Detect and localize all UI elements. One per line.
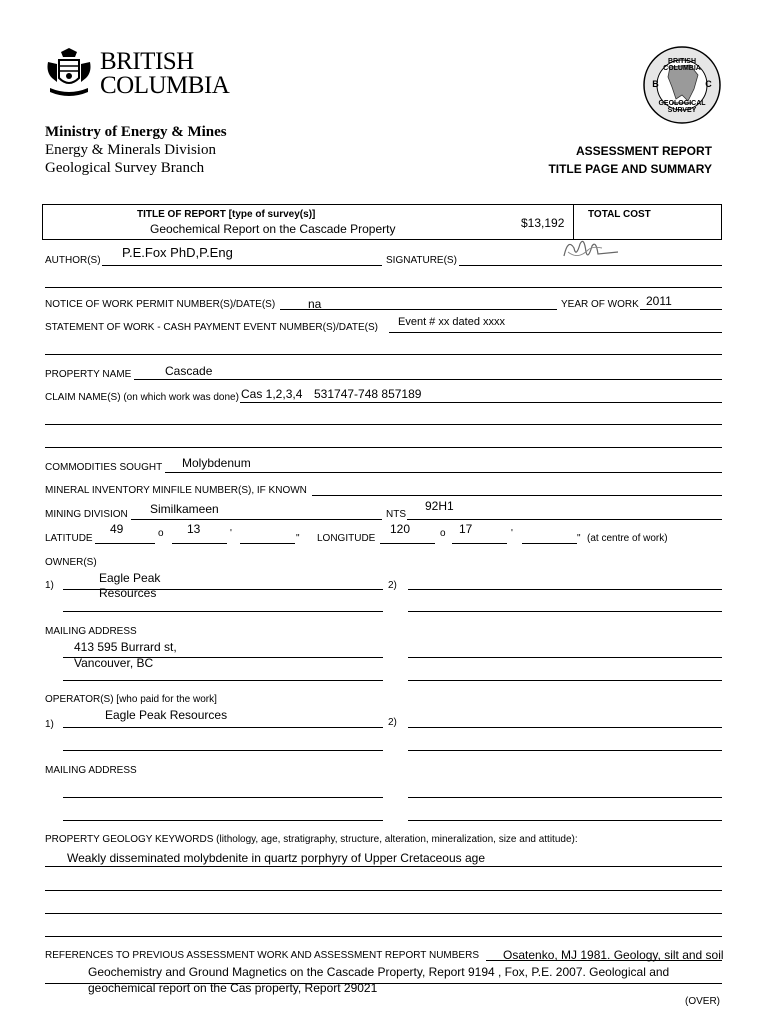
- author-line: [102, 265, 382, 266]
- operator-2-line: [408, 727, 722, 728]
- owner-2-number: 2): [388, 580, 397, 591]
- total-cost-label: TOTAL COST: [588, 209, 651, 220]
- blank-line: [45, 354, 722, 355]
- notice-of-work-line: [280, 309, 557, 310]
- operator-1-value[interactable]: Eagle Peak Resources: [105, 708, 228, 722]
- nts-label: NTS: [386, 509, 406, 520]
- operators-label: OPERATOR(S) [who paid for the work]: [45, 694, 217, 705]
- owner-mailing-address-label: MAILING ADDRESS: [45, 626, 137, 637]
- lon-sec-line: [522, 543, 577, 544]
- report-title-heading: ASSESSMENT REPORT: [575, 144, 712, 158]
- year-of-work-label: YEAR OF WORK: [561, 299, 639, 310]
- owner-mailing-address-line2[interactable]: Vancouver, BC: [74, 656, 154, 670]
- lat-deg-symbol: o: [158, 528, 164, 539]
- commodities-line: [165, 472, 722, 473]
- owner-mail-line-4: [408, 680, 722, 681]
- operator-mail-line: [63, 797, 383, 798]
- signature-image: [558, 234, 620, 264]
- owner-1-value-line2[interactable]: Resources: [99, 586, 157, 600]
- owner-mailing-address-line1[interactable]: 413 595 Burrard st,: [74, 640, 177, 654]
- references-value-line3[interactable]: geochemical report on the Cas property, Report 29021: [88, 981, 378, 995]
- lon-deg-line: [380, 543, 435, 544]
- claim-names-value[interactable]: Cas 1,2,3,4: [241, 387, 303, 401]
- operator-1-line: [63, 727, 383, 728]
- lon-min-line: [452, 543, 507, 544]
- seal-bottom-text: GEOLOGICAL SURVEY: [658, 100, 706, 114]
- lon-sec-symbol: ": [577, 533, 581, 544]
- title-of-report-label: TITLE OF REPORT [type of survey(s)]: [137, 209, 316, 220]
- owner-2-line-2: [408, 611, 722, 612]
- longitude-label: LONGITUDE: [317, 533, 376, 544]
- lon-min-value[interactable]: 17: [459, 522, 473, 536]
- owner-1-line-2: [63, 611, 383, 612]
- lon-deg-symbol: o: [440, 528, 446, 539]
- title-of-report-value[interactable]: Geochemical Report on the Cascade Property: [150, 222, 396, 236]
- latitude-label: LATITUDE: [45, 533, 93, 544]
- operator-2-line-2: [408, 750, 722, 751]
- mining-division-label: MINING DIVISION: [45, 509, 128, 520]
- keywords-line-2: [45, 890, 722, 891]
- references-value-line1[interactable]: Osatenko, MJ 1981. Geology, silt and soil: [503, 948, 724, 962]
- operator-1-number: 1): [45, 719, 54, 730]
- property-name-value[interactable]: Cascade: [165, 364, 213, 378]
- signature-label: SIGNATURE(S): [386, 255, 457, 266]
- year-of-work-line: [640, 309, 722, 310]
- claim-names-line: [240, 402, 722, 403]
- nts-line: [407, 519, 722, 520]
- author-value[interactable]: P.E.Fox PhD,P.Eng: [122, 245, 233, 260]
- statement-of-work-value[interactable]: Event # xx dated xxxx: [398, 316, 505, 328]
- operator-2-number: 2): [388, 717, 397, 728]
- seal-top-text: BRITISH COLUMBIA: [663, 58, 701, 72]
- operator-mail-line-2: [408, 797, 722, 798]
- property-name-line: [134, 379, 722, 380]
- report-subtitle-heading: TITLE PAGE AND SUMMARY: [548, 162, 712, 176]
- signature-line: [459, 265, 722, 266]
- lat-min-symbol: ': [230, 528, 232, 539]
- keywords-line-4: [45, 936, 722, 937]
- blank-line: [45, 424, 722, 425]
- owners-label: OWNER(S): [45, 557, 97, 568]
- division-name: Energy & Minerals Division: [45, 142, 216, 158]
- statement-of-work-label: STATEMENT OF WORK - CASH PAYMENT EVENT NUMBER(S)/DATE(S): [45, 322, 378, 333]
- operator-mail-line-3: [63, 820, 383, 821]
- owner-mail-line: [63, 657, 383, 658]
- operator-mailing-address-label: MAILING ADDRESS: [45, 765, 137, 776]
- lat-min-value[interactable]: 13: [187, 522, 201, 536]
- total-cost-value[interactable]: $13,192: [521, 216, 565, 230]
- blank-line: [45, 287, 722, 288]
- lat-deg-value[interactable]: 49: [110, 522, 124, 536]
- claim-numbers-value[interactable]: 531747-748 857189: [314, 387, 422, 401]
- lon-deg-value[interactable]: 120: [390, 522, 411, 536]
- lat-sec-line: [240, 543, 295, 544]
- over-note: (OVER): [685, 996, 720, 1007]
- blank-line: [45, 447, 722, 448]
- notice-of-work-label: NOTICE OF WORK PERMIT NUMBER(S)/DATE(S): [45, 299, 276, 310]
- seal-letters: B C: [652, 79, 712, 89]
- bc-coat-of-arms-logo: [44, 48, 94, 100]
- owner-2-line: [408, 589, 722, 590]
- statement-of-work-line: [389, 332, 722, 333]
- nts-value[interactable]: 92H1: [425, 499, 454, 513]
- at-centre-note: (at centre of work): [587, 533, 668, 544]
- province-name-line2: COLUMBIA: [100, 72, 230, 99]
- lat-sec-symbol: ": [296, 533, 300, 544]
- mining-division-value[interactable]: Similkameen: [150, 502, 219, 516]
- references-label: REFERENCES TO PREVIOUS ASSESSMENT WORK AND ASSESSMENT REPORT NUMBERS: [45, 950, 479, 961]
- keywords-label: PROPERTY GEOLOGY KEYWORDS (lithology, age, stratigraphy, structure, alteration, mineralization, size and attitude):: [45, 834, 578, 845]
- lon-min-symbol: ': [511, 528, 513, 539]
- owner-1-value-line1[interactable]: Eagle Peak: [99, 571, 161, 585]
- keywords-line-3: [45, 913, 722, 914]
- branch-name: Geological Survey Branch: [45, 160, 205, 176]
- minfile-label: MINERAL INVENTORY MINFILE NUMBER(S), IF KNOWN: [45, 485, 307, 496]
- lat-deg-line: [95, 543, 155, 544]
- operator-1-line-2: [63, 750, 383, 751]
- keywords-value[interactable]: Weakly disseminated molybdenite in quartz porphyry of Upper Cretaceous age: [67, 851, 485, 865]
- ministry-name: Ministry of Energy & Mines: [45, 124, 227, 140]
- lat-min-line: [172, 543, 227, 544]
- author-label: AUTHOR(S): [45, 255, 101, 266]
- operator-mail-line-4: [408, 820, 722, 821]
- mining-division-line: [131, 519, 382, 520]
- owner-mail-line-3: [63, 680, 383, 681]
- notice-of-work-value[interactable]: na: [308, 297, 322, 311]
- references-value-line2[interactable]: Geochemistry and Ground Magnetics on the Cascade Property, Report 9194 , Fox, P.E. 2007. Geological and: [88, 965, 670, 979]
- owner-mail-line-2: [408, 657, 722, 658]
- claim-names-label: CLAIM NAME(S) (on which work was done): [45, 392, 239, 403]
- owner-1-number: 1): [45, 580, 54, 591]
- minfile-line: [312, 495, 722, 496]
- property-name-label: PROPERTY NAME: [45, 369, 132, 380]
- commodities-label: COMMODITIES SOUGHT: [45, 462, 163, 473]
- province-name-line1: BRITISH: [100, 48, 194, 75]
- year-of-work-value[interactable]: 2011: [646, 294, 672, 308]
- commodities-value[interactable]: Molybdenum: [182, 456, 251, 470]
- keywords-line: [45, 866, 722, 867]
